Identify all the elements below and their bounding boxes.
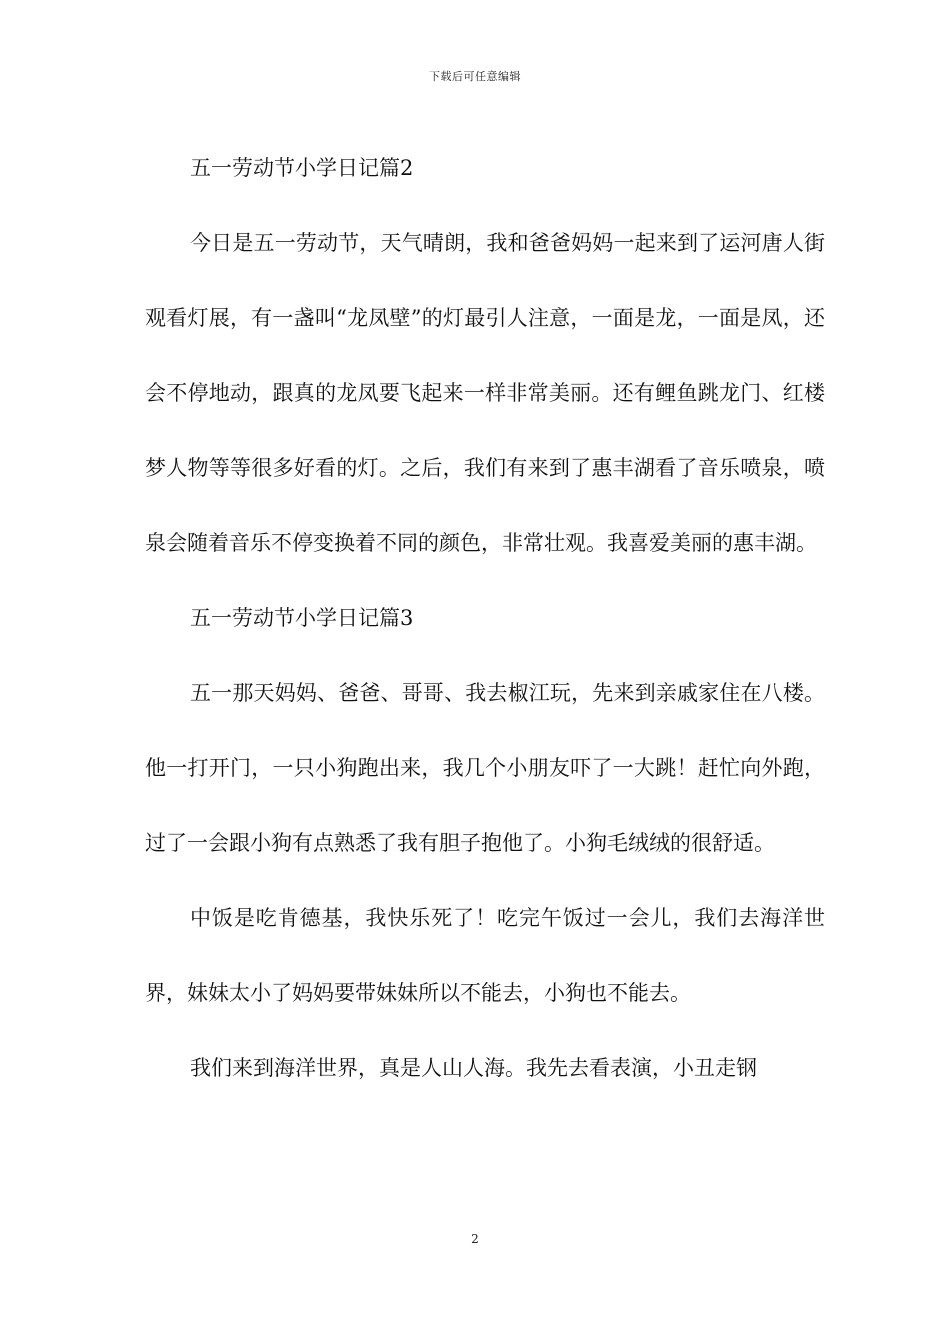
header-note: 下载后可任意编辑 — [429, 70, 521, 83]
page-number: 2 — [471, 1232, 479, 1246]
section-heading-3: 五一劳动节小学日记篇3 — [190, 606, 414, 630]
paragraph: 我们来到海洋世界，真是人山人海。我先去看表演，小丑走钢 — [190, 1056, 757, 1080]
paragraph: 五一那天妈妈、爸爸、哥哥、我去椒江玩，先来到亲戚家住在八楼。他一打开门，一只小狗跑出来，我几个小朋友吓了一大跳！赶忙向外跑，过了一会跟小狗有点熟悉了我有胆子抱他了。小狗毛绒绒的很舒适。 — [145, 681, 825, 855]
paragraph: 中饭是吃肯德基，我快乐死了！吃完午饭过一会儿，我们去海洋世界，妹妹太小了妈妈要带妹妹所以不能去，小狗也不能去。 — [145, 906, 825, 1005]
section-heading-2: 五一劳动节小学日记篇2 — [190, 156, 414, 180]
paragraph: 今日是五一劳动节，天气晴朗，我和爸爸妈妈一起来到了运河唐人街观看灯展，有一盏叫“龙凤壁”的灯最引人注意，一面是龙，一面是凤，还会不停地动，跟真的龙凤要飞起来一样非常美丽。还有鲤鱼跳龙门、红楼梦人物等等很多好看的灯。之后，我们有来到了惠丰湖看了音乐喷泉，喷泉会随着音乐不停变换着不同的颜色，非常壮观。我喜爱美丽的惠丰湖。 — [145, 231, 825, 555]
document-body — [145, 131, 825, 1106]
